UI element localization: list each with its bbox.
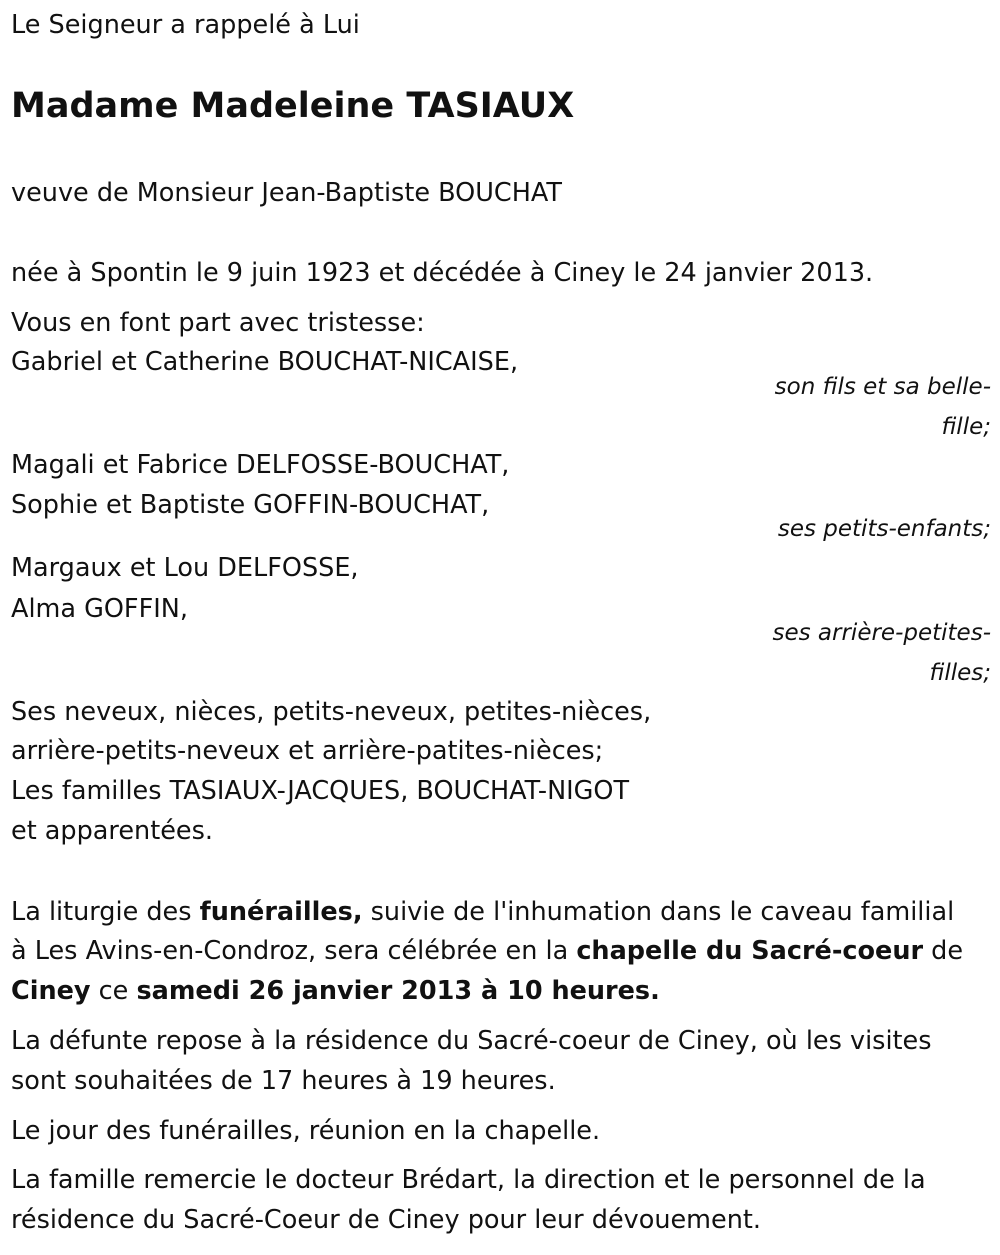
others-line-4: et apparentées. [11,816,213,846]
funeral-place: chapelle du Sacré-coeur [576,936,924,966]
great-grandchildren-line-2: Alma GOFFIN, [11,594,188,624]
grandchildren-relation: ses petits-enfants; [777,516,991,542]
others-line-1: Ses neveux, nièces, petits-neveux, petites-nièces, [11,697,652,727]
intro-line: Le Seigneur a rappelé à Lui [11,10,360,40]
funeral-text: de [923,936,964,966]
birth-death-line: née à Spontin le 9 juin 1923 et décédée à Ciney le 24 janvier 2013. [11,258,874,288]
son-relation-line-2: fille; [941,414,991,440]
funeral-date: samedi 26 janvier 2013 à 10 heures. [136,976,660,1006]
great-grandchildren-relation-line-1: ses arrière-petites- [772,620,991,646]
thanks-line-1: La famille remercie le docteur Brédart, la direction et le personnel de la [11,1165,926,1195]
rest-line-1: La défunte repose à la résidence du Sacré-coeur de Ciney, où les visites [11,1026,932,1056]
great-grandchildren-relation [773,613,992,693]
others-line-2: arrière-petits-neveux et arrière-patites-nièces; [11,736,604,766]
funeral-text: à Les Avins-en-Condroz, sera célébrée en la [11,936,577,966]
funeral-line-3 [11,973,660,1009]
grandchildren-line-2: Sophie et Baptiste GOFFIN-BOUCHAT, [11,490,490,520]
meeting-line: Le jour des funérailles, réunion en la chapelle. [11,1116,601,1146]
deceased-name: Madame Madeleine TASIAUX [11,86,575,126]
widow-line: veuve de Monsieur Jean-Baptiste BOUCHAT [11,178,562,208]
funeral-line-1 [11,894,954,930]
others-line-3: Les familles TASIAUX-JACQUES, BOUCHAT-NIGOT [11,776,630,806]
funeral-text: ce [90,976,137,1006]
funeral-town: Ciney [11,976,91,1006]
son-names: Gabriel et Catherine BOUCHAT-NICAISE, [11,347,519,377]
funeral-keyword: funérailles, [199,897,363,927]
thanks-line-2: résidence du Sacré-Coeur de Ciney pour leur dévouement. [11,1205,761,1235]
great-grandchildren-relation-line-2: filles; [929,660,991,686]
announcers-intro: Vous en font part avec tristesse: [11,308,425,338]
funeral-line-2 [11,933,963,969]
son-relation [775,367,991,447]
funeral-text: suivie de l'inhumation dans le caveau familial [362,897,955,927]
son-relation-line-1: son fils et sa belle- [774,374,991,400]
grandchildren-line-1: Magali et Fabrice DELFOSSE-BOUCHAT, [11,450,510,480]
funeral-text: La liturgie des [11,897,200,927]
rest-line-2: sont souhaitées de 17 heures à 19 heures. [11,1066,556,1096]
great-grandchildren-line-1: Margaux et Lou DELFOSSE, [11,553,359,583]
